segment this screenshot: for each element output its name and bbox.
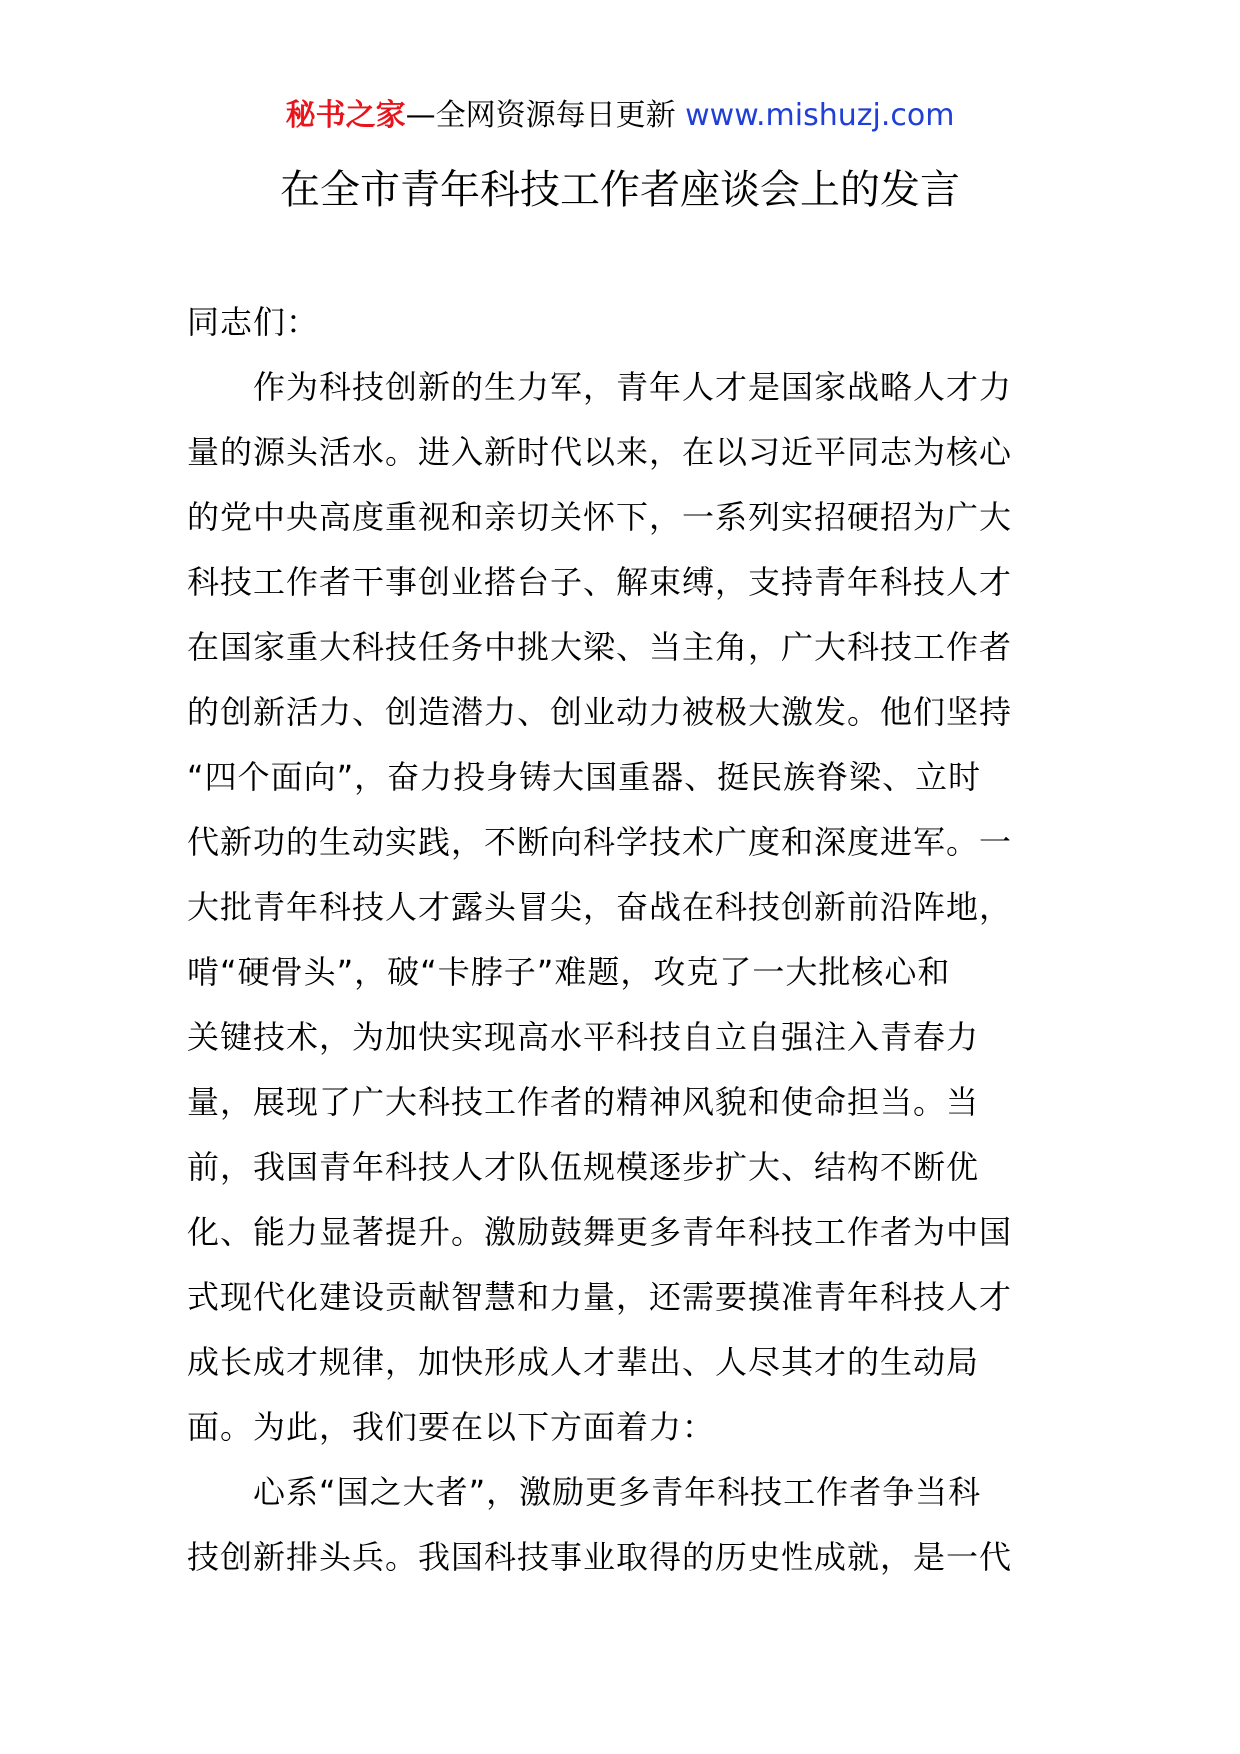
document-body	[187, 290, 1053, 1590]
paragraph-line: 的党中央高度重视和亲切关怀下，一系列实招硬招为广大	[187, 498, 1013, 536]
paragraph-line: 量，展现了广大科技工作者的精神风貌和使命担当。当	[187, 1083, 980, 1121]
paragraph-line: 在国家重大科技任务中挑大梁、当主角，广大科技工作者	[187, 628, 1013, 666]
paragraph-line: 成长成才规律，加快形成人才辈出、人尽其才的生动局	[187, 1343, 980, 1381]
salutation-line: 同志们：	[187, 303, 320, 341]
paragraph-line: 作为科技创新的生力军，青年人才是国家战略人才力	[187, 368, 1013, 406]
paragraph-line: 技创新排头兵。我国科技事业取得的历史性成就，是一代	[187, 1538, 1013, 1576]
paragraph-line: 前，我国青年科技人才队伍规模逐步扩大、结构不断优	[187, 1148, 980, 1186]
paragraph-line: “四个面向”，奋力投身铸大国重器、挺民族脊梁、立时	[187, 758, 982, 796]
site-tagline: —全网资源每日更新	[405, 98, 676, 133]
paragraph-line: 化、能力显著提升。激励鼓舞更多青年科技工作者为中国	[187, 1213, 1013, 1251]
paragraph-line: 的创新活力、创造潜力、创业动力被极大激发。他们坚持	[187, 693, 1013, 731]
paragraph-line: 关键技术，为加快实现高水平科技自立自强注入青春力	[187, 1018, 980, 1056]
site-brand: 秘书之家	[285, 98, 406, 133]
paragraph-line: 式现代化建设贡献智慧和力量，还需要摸准青年科技人才	[187, 1278, 1013, 1316]
paragraph-line: 量的源头活水。进入新时代以来，在以习近平同志为核心	[187, 433, 1013, 471]
site-header	[0, 96, 1240, 136]
paragraph-line: 科技工作者干事创业搭台子、解束缚，支持青年科技人才	[187, 563, 1013, 601]
paragraph-line: 代新功的生动实践，不断向科学技术广度和深度进军。一	[187, 823, 1013, 861]
site-url-link[interactable]: www.mishuzj.com	[685, 98, 955, 133]
paragraph-line: 啃“硬骨头”，破“卡脖子”难题，攻克了一大批核心和	[187, 953, 951, 991]
paragraph-line: 心系“国之大者”，激励更多青年科技工作者争当科	[187, 1473, 982, 1511]
document-title: 在全市青年科技工作者座谈会上的发言	[280, 167, 960, 213]
paragraph-line: 大批青年科技人才露头冒尖，奋战在科技创新前沿阵地，	[187, 888, 1013, 926]
paragraph-line: 面。为此，我们要在以下方面着力：	[187, 1408, 716, 1446]
